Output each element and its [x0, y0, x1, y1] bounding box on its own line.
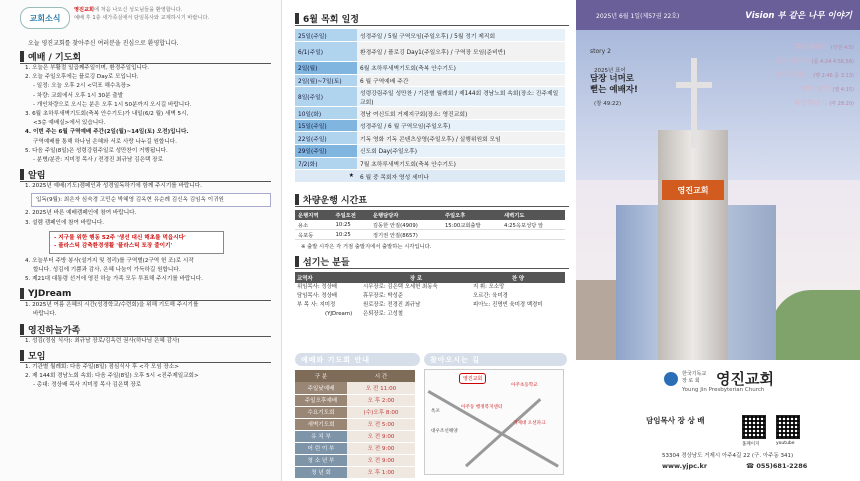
table-cell: 은퇴장로: 고성철	[363, 310, 403, 317]
table-cell: 원로장로: 전경진 최규남	[363, 301, 421, 308]
map-label: 아주동 행정복지센터	[461, 405, 503, 410]
list-item: 구역예배를 통해 하나님 은혜와 서로 사랑 나누길 원합니다.	[33, 138, 177, 145]
list-item: 합니다. 성김에 기쁨과 감사, 은혜 나눔이 가득하길 원합니다.	[33, 266, 181, 273]
notice-header	[20, 7, 271, 37]
vehicle-title: 차량운행 시간표	[303, 195, 367, 206]
vehicle-note: ※ 출발 시각은 각 거점 출발지에서 출발하는 시각입니다.	[301, 244, 432, 251]
table-row	[295, 42, 565, 62]
service-name: 주일오후예배	[295, 394, 347, 406]
list-item: 1. 오늘은 부활절 일곱째주일이며, 환경주일입니다.	[25, 65, 150, 71]
story-item	[801, 84, 854, 94]
table-cell: 10:25	[332, 220, 369, 230]
table-row	[295, 29, 565, 42]
list-item: 2. 2025년 바른 예배캠페인에 참여 바랍니다.	[25, 210, 137, 217]
list-item: - 분병/분잔: 지미정 목사 / 전경진 최규남 김은택 장로	[33, 157, 163, 164]
table-cell: 오르간: 육미경	[473, 292, 508, 299]
table-header-row	[295, 210, 565, 220]
service-name: 청 소 년 부	[295, 454, 347, 466]
table-cell	[501, 230, 565, 240]
reading-box: 입독(9월): 최은자 심숙경 고민순 박혜영 김옥현 유순례 김신옥 김임옥 이귀원	[31, 193, 271, 207]
left-panel	[0, 0, 282, 481]
worship-times-table	[295, 370, 415, 479]
service-name: 새벽기도회	[295, 418, 347, 430]
schedule-date: 10일(화)	[295, 107, 357, 120]
table-cell: 담임목사: 정상배	[297, 292, 337, 299]
schedule-section-header	[295, 12, 569, 26]
schedule-date: 25일(주일)	[295, 29, 357, 42]
table-header-row	[295, 272, 565, 283]
denomination-line: 장 로 회	[682, 377, 700, 384]
service-name: 청 년 회	[295, 466, 347, 478]
family-title: 영진하늘가족	[28, 325, 81, 336]
service-name: 유 치 부	[295, 430, 347, 442]
family-section-header	[20, 323, 271, 337]
vision-title: Vision 부 같은 나무 이야기	[745, 11, 852, 21]
list-item: 4. 오늘부터 주방 봉사(설거지 및 정리)를 구역별(2구역 헌 조)로 시작	[25, 257, 194, 264]
story-title: 잎 무성하기	[774, 71, 811, 79]
youtube-qr-icon[interactable]	[776, 415, 800, 439]
table-row	[295, 107, 565, 120]
list-item: 3. 설렘 캠페인에 참여 바랍니다.	[25, 219, 105, 226]
servants-section-header	[295, 255, 569, 269]
story-item	[793, 98, 854, 108]
table-row	[295, 283, 565, 319]
worship-section-header	[20, 50, 271, 64]
slogan-ref: (창 49:22)	[594, 101, 622, 107]
address: 53304 경상남도 거제시 아주4길 22 (구. 아주동 341)	[662, 453, 794, 459]
story-ref: (마 28:20)	[829, 101, 854, 107]
list-item: 5. 제21대 대통령 선거에 영진 하늘 가족 모두 투표해 주시기를 바랍니다.	[25, 276, 203, 283]
list-item: 2. 제 144회 경남노회 속회: 다음 주일(8일) 오후 5시 <진주제일교회>	[25, 373, 199, 380]
meeting-section-header	[20, 349, 271, 363]
table-cell: 휴무장로: 박성준	[363, 292, 403, 299]
table-cell: 시무장로: 김은택 오세헌 최동욱	[363, 283, 438, 290]
service-time: 오 후 1:00	[347, 466, 415, 478]
campaign-box	[49, 231, 224, 254]
table-cell: 지 휘: 오소망	[473, 283, 505, 290]
table-row	[295, 74, 565, 87]
denomination-line: 한국기독교	[682, 371, 707, 377]
service-time: 오 전 9:00	[347, 454, 415, 466]
servants-table	[295, 272, 565, 319]
worship-title: 예배 / 기도회	[28, 53, 82, 63]
family-list	[20, 337, 271, 346]
service-time: (수)오후 8:00	[347, 406, 415, 418]
column-header: 찬 양	[471, 272, 565, 283]
service-time: 오 전 9:00	[347, 442, 415, 454]
schedule-table	[295, 29, 565, 183]
table-row	[295, 394, 415, 406]
schedule-text: 6 월 구역예배 주간	[357, 74, 565, 87]
schedule-text: 성령강림주일 성만찬 / 기관별 월례회 / 제144회 경남노회 속회(장소: 진주제일교회)	[357, 87, 565, 107]
schedule-text: 경남 여신도회 거제지구회(장소: 영진교회)	[357, 107, 565, 120]
column-header: 교역자	[295, 272, 361, 283]
story-title: 열매 맺기	[800, 85, 831, 93]
column-header: 운행지역	[295, 210, 332, 220]
list-item: 1. 기관별 월례회: 다음 주일(8일) 점심식사 후 <각 모임 장소>	[25, 363, 179, 370]
story-ref: (롬 4:24 4:56,58)	[811, 59, 854, 65]
table-row	[295, 406, 415, 418]
table-row	[295, 132, 565, 145]
church-name: 영진교회	[716, 370, 774, 388]
church-photo	[576, 30, 860, 360]
map-label: 대우조선해양	[431, 429, 458, 434]
vehicle-section-header	[295, 193, 569, 207]
table-row	[295, 87, 565, 107]
table-cell: 옥포동	[295, 230, 332, 240]
schedule-date: 2일(월)~7일(토)	[295, 74, 357, 87]
worship-list	[20, 64, 271, 165]
list-item: 바랍니다.	[33, 311, 57, 318]
story-item	[795, 42, 854, 52]
column-header: 새벽기도	[501, 210, 565, 220]
tower	[658, 130, 728, 360]
story-number: story 2	[590, 48, 611, 55]
church-logo-icon	[664, 372, 678, 386]
denomination	[682, 371, 706, 384]
youtube-qr-label: youtube	[776, 441, 795, 446]
cross-horizontal	[676, 82, 712, 88]
table-cell: 김동한 안질(4909)	[370, 220, 442, 230]
table-row	[295, 62, 565, 75]
middle-panel	[283, 0, 575, 481]
list-item: 3. 6월 초하루새벽기도회(축복 안수기도)가 내일(6/2 월) 새벽 5시,	[25, 111, 189, 118]
year-theme: 2025년 표어	[594, 68, 626, 74]
cover-header	[576, 0, 860, 30]
map-panel	[424, 353, 567, 434]
table-row	[295, 220, 565, 230]
yjdream-title: YJDream	[28, 288, 72, 299]
campaign-line: - 지구를 위한 행동 52주 '생선 대신 해초를 먹읍시다'	[54, 234, 186, 241]
notice-church-name: 영진교회	[74, 7, 95, 13]
campaign-line: - 플라스틱 감축환경생활 '플라스틱 포장 줄이기'	[54, 243, 173, 250]
table-row	[295, 170, 565, 183]
phone: ☎ 055)681-2286	[746, 462, 808, 470]
notice-intro-line2: 예배 후 1층 새가족실에서 담임목사와 교제하시기 바랍니다.	[74, 14, 210, 21]
list-item: <3층 예배실>에서 있습니다.	[33, 120, 106, 127]
meeting-list	[20, 363, 271, 391]
trees	[771, 290, 860, 360]
building-sign: 영진교회	[662, 180, 724, 200]
table-row	[295, 157, 565, 170]
table-row	[295, 430, 415, 442]
column-header: 장 로	[361, 272, 471, 283]
story-title: 씨앗뿌리기	[793, 99, 828, 107]
notice-intro-line1: 에 처음 나오신 성도님들을 환영합니다.	[94, 7, 183, 13]
list-item: 1. 2025년 예배(기도)캠페인과 성경일독하기에 함께 주시기를 바랍니다.	[25, 183, 202, 190]
schedule-text: 6 월 중 목회자 영성 세미나	[357, 170, 565, 183]
table-cell: 10:25	[332, 230, 369, 240]
table-row	[295, 382, 415, 394]
schedule-title: 6월 목회 일정	[303, 15, 359, 25]
worship-times-title: 예배와 기도회 안내	[295, 353, 420, 366]
table-row	[295, 119, 565, 132]
service-name: 수요기도회	[295, 406, 347, 418]
vehicle-table	[295, 210, 565, 241]
schedule-text: 신도회 Day(주일오후)	[357, 145, 565, 158]
story-ref: (당전 4:5)	[830, 45, 854, 51]
cover-footer	[576, 360, 860, 481]
notice-title: 교회소식	[20, 7, 70, 29]
service-time: 오 후 2:00	[347, 394, 415, 406]
list-item: - 차량: 교회에서 오후 1시 30분 출발	[33, 92, 124, 99]
schedule-text: 성경주일 / 6 월 구역모임(주일오후)	[357, 119, 565, 132]
service-time: 오 전 11:00	[347, 382, 415, 394]
list-item: - 개인차량으로 오시는 분은 오후 1시 50분까지 오시길 바랍니다.	[33, 101, 192, 108]
column-header: 주일오전	[332, 210, 369, 220]
table-cell: (YJDream)	[325, 310, 353, 317]
table-row	[295, 230, 565, 240]
schedule-date: 7/2(화)	[295, 157, 357, 170]
story-ref: (행 2:46 롬 3:13)	[813, 73, 854, 79]
column-header: 구 분	[295, 370, 347, 382]
schedule-text: 성경주일 / 5월 구역모임(주일오후) / 5월 정기 제직회	[357, 29, 565, 42]
story-item	[775, 70, 854, 80]
servants-title: 섬기는 분들	[303, 258, 350, 269]
table-cell: 정기권 안질(8657)	[370, 230, 442, 240]
website[interactable]: www.yjpc.kr	[662, 462, 708, 470]
map-label: 옥포	[431, 409, 440, 414]
service-name: 주일낮예배	[295, 382, 347, 394]
notices-list	[20, 182, 271, 284]
story-title: 뿌리내리기	[794, 43, 829, 51]
table-header-row	[295, 370, 415, 382]
story-item	[776, 56, 854, 66]
list-item: 2. 오늘 주일오후에는 플로깅 Day로 모입니다.	[25, 74, 139, 81]
map-label: 아주초등학교	[511, 383, 538, 388]
schedule-date: 22일(주일)	[295, 132, 357, 145]
homepage-qr-icon[interactable]	[742, 415, 766, 439]
table-row	[295, 466, 415, 478]
schedule-text: 6월 초하루새벽기도회(축복 안수기도)	[357, 62, 565, 75]
schedule-date: 6/1(주일)	[295, 42, 357, 62]
schedule-date: 2일(월)	[295, 62, 357, 75]
homepage-qr-label: 홈페이지	[742, 442, 760, 447]
list-item: 5. 다음 주일(8일)은 성령강림주일로 성만찬이 거행됩니다.	[25, 147, 168, 154]
schedule-date: 29일(주일)	[295, 145, 357, 158]
table-row	[295, 145, 565, 158]
slogan-line: 담장 너머로	[590, 74, 635, 84]
schedule-text: 기독 영화 기독 콘텐츠상영(주일오후) / 실행위원회 모임	[357, 132, 565, 145]
notices-title: 알림	[28, 171, 46, 182]
table-row	[295, 442, 415, 454]
worship-times-panel	[295, 353, 420, 479]
table-cell: 부 목 사: 지미정	[297, 301, 336, 308]
table-cell: 위임목사: 정상배	[297, 283, 337, 290]
list-item: - 일정: 오늘 오후 2시 <덕포 해수욕장>	[33, 83, 131, 90]
table-row	[295, 454, 415, 466]
yjdream-section-header	[20, 287, 271, 301]
schedule-star: ★	[295, 170, 357, 183]
list-item: 1. 2025년 여름 은혜의 시간(성경학교/수련회)을 위해 기도해 주시기를	[25, 302, 199, 309]
list-item: - 총대: 정상배 목사 지미정 목사 김은택 장로	[33, 382, 142, 389]
map-area	[424, 369, 564, 475]
map-title: 찾아오시는 길	[424, 353, 567, 366]
schedule-date: 8일(주일)	[295, 87, 357, 107]
notices-section-header	[20, 168, 271, 182]
church-english-name: Young Jin Presbyterian Church	[682, 387, 765, 393]
schedule-date: 15일(주일)	[295, 119, 357, 132]
yjdream-list	[20, 301, 271, 319]
service-name: 어 린 이 부	[295, 442, 347, 454]
service-time: 오 전 5:00	[347, 418, 415, 430]
map-church-label: 영진교회	[459, 373, 486, 384]
map-label: 거제대 오션파크	[513, 421, 546, 426]
meeting-title: 모임	[28, 351, 46, 362]
pastor-name: 담임목사 장 상 배	[646, 416, 705, 425]
welcome-text: 오늘 영진교회를 찾아주신 여러분을 진심으로 환영합니다.	[28, 40, 179, 47]
notice-intro	[70, 7, 209, 22]
bulletin-date: 2025년 6월 1일(제57권 22호)	[596, 12, 680, 20]
service-time: 오 전 9:00	[347, 430, 415, 442]
story-title: 줄기세우기	[775, 57, 810, 65]
table-cell: 4:25옥포성당 앞	[501, 220, 565, 230]
table-cell: 용소	[295, 220, 332, 230]
column-header: 시 간	[347, 370, 415, 382]
slogan	[590, 74, 638, 96]
cross-vertical	[691, 58, 697, 148]
column-header: 주일오후	[442, 210, 501, 220]
list-item: 4. 이번 주는 6월 구역예배 주간(2일(월)~14일(토) 오전)입니다.	[25, 129, 189, 136]
table-cell	[442, 230, 501, 240]
slogan-line: 뻗는 예배자!	[590, 85, 638, 95]
schedule-text: 7월 초하루새벽기도회(축복 안수기도)	[357, 157, 565, 170]
list-item: 1. 성김(정심 식사): 최규남 장로/김옥련 권사(하나님 은혜 감사)	[25, 337, 180, 344]
table-cell: 15:00교회출발	[442, 220, 501, 230]
table-row	[295, 418, 415, 430]
cover-panel	[576, 0, 860, 481]
story-ref: (엡 4:15)	[832, 87, 854, 93]
table-cell: 피아노: 진명빈 육미경 백경미	[473, 301, 543, 308]
schedule-text: 환경주일 / 플로깅 Day1(주일오후) / 구역장 모임(준비반)	[357, 42, 565, 62]
column-header: 운행담당자	[370, 210, 442, 220]
